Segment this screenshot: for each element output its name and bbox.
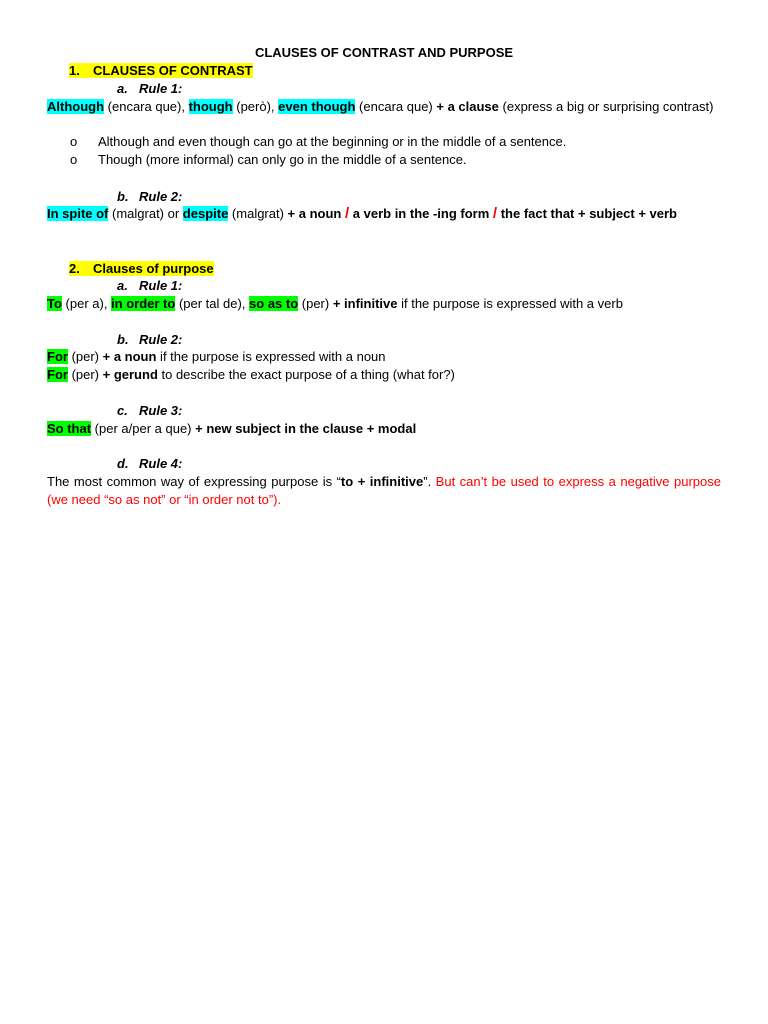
bullet-item: o Although and even though can go at the beginning or in the middle of a sentence. [70,134,567,149]
negative-purpose-note: But can’t be used to express a negative purpose (we need “so as not” or “in order not to”). [47,474,721,507]
keyword-even-though: even though [278,99,356,114]
bullet-item: o Though (more informal) can only go in the middle of a sentence. [70,152,467,167]
section2-heading-text: 2. Clauses of purpose [69,261,214,276]
keyword-although: Although [47,99,105,114]
section2-rule2-label: b. Rule 2: [117,332,183,347]
keyword-for: For [47,367,68,382]
section1-heading [69,62,743,80]
section2-rule2-text-gerund: For (per) + gerund to describe the exact purpose of a thing (what for?) [47,367,455,382]
document-page [47,44,721,507]
section2-heading [69,260,743,278]
section2-rule1-label: a. Rule 1: [117,278,183,293]
keyword-to: To [47,296,62,311]
keyword-in-spite-of: In spite of [47,206,109,221]
section1-heading-text: 1. CLAUSES OF CONTRAST [69,63,253,78]
keyword-so-as-to: so as to [249,296,299,311]
keyword-despite: despite [182,206,229,221]
section1-rule2-text: In spite of (malgrat) or despite (malgrat) + a noun / a verb in the -ing form / the fact that + subject + verb [47,205,677,222]
section2-rule3-label: c. Rule 3: [117,403,183,418]
section1-rule1-label: a. Rule 1: [117,81,183,96]
section2-rule4-label: d. Rule 4: [117,456,183,471]
section1-rule1-text: Although (encara que), though (però), even though (encara que) + a clause (express a big or surprising contrast) [47,99,714,114]
keyword-for: For [47,349,68,364]
section2-rule3-text: So that (per a/per a que) + new subject in the clause + modal [47,421,417,436]
section2-rule2-text-noun: For (per) + a noun if the purpose is expressed with a noun [47,349,386,364]
section2-rule4-text: The most common way of expressing purpose is “to + infinitive”. But can’t be used to express a negative purpose (we need “so as not” or “in order not to”). [47,474,721,507]
keyword-so-that: So that [47,421,92,436]
bullet-marker-icon: o [70,134,78,149]
section1-rule2-label: b. Rule 2: [117,189,183,204]
document-title: CLAUSES OF CONTRAST AND PURPOSE [254,45,514,60]
keyword-in-order-to: in order to [111,296,176,311]
section2-rule1-text: To (per a), in order to (per tal de), so as to (per) + infinitive if the purpose is expressed with a verb [47,296,623,311]
keyword-though: though [188,99,233,114]
bullet-marker-icon: o [70,152,78,167]
